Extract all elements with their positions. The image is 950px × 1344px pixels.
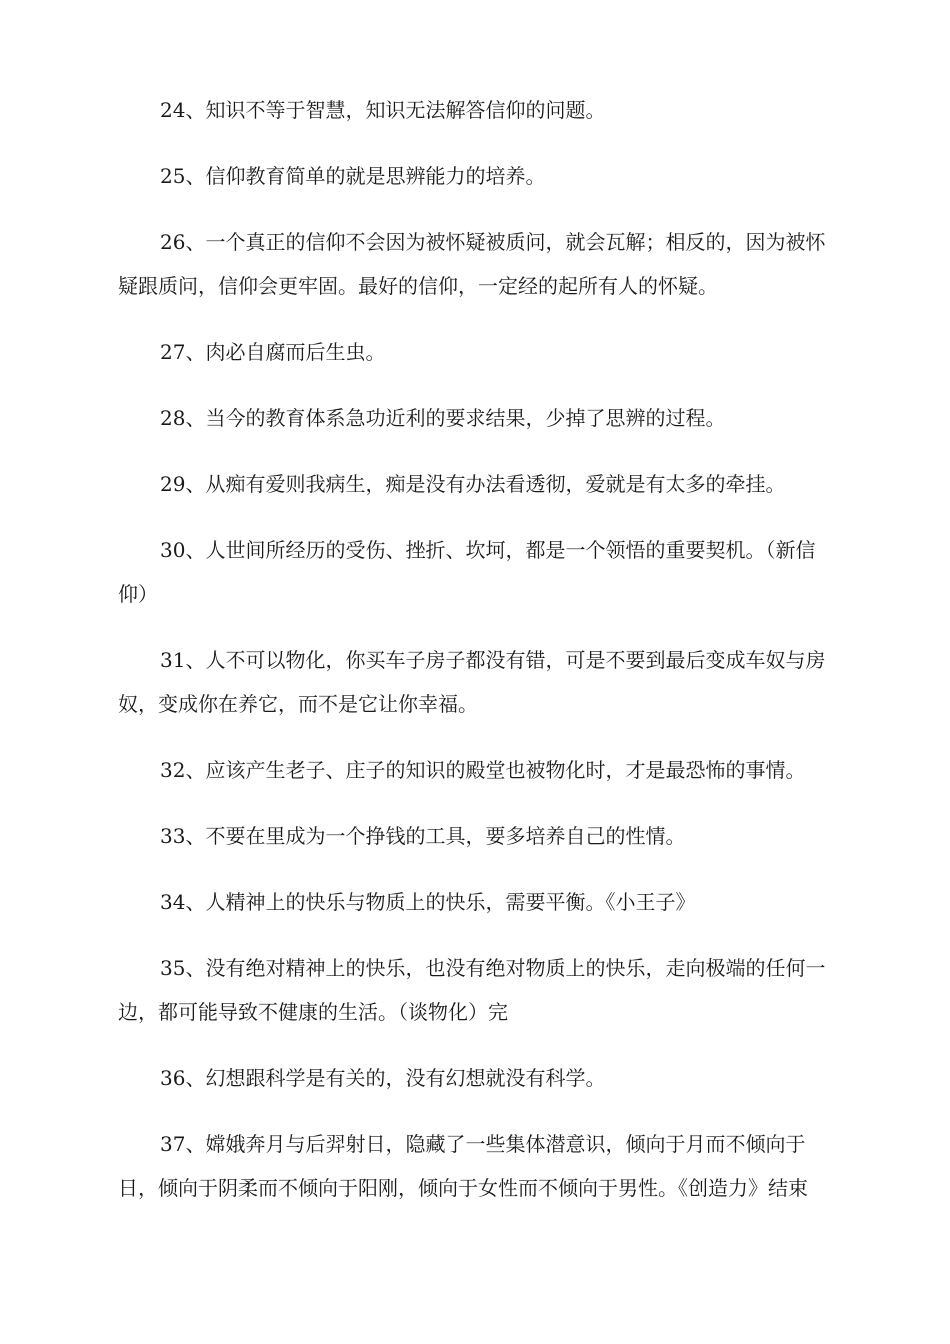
paragraph-text: 知识不等于智慧，知识无法解答信仰的问题。 bbox=[205, 98, 606, 122]
paragraph-number: 29、 bbox=[160, 472, 206, 496]
paragraph-27 bbox=[118, 330, 840, 374]
paragraph-number: 30、 bbox=[160, 538, 206, 562]
paragraph-text: 当今的教育体系急功近利的要求结果，少掉了思辨的过程。 bbox=[205, 406, 726, 430]
paragraph-text: 人世间所经历的受伤、挫折、坎坷，都是一个领悟的重要契机。（新信仰） bbox=[118, 538, 816, 606]
paragraph-text: 应该产生老子、庄子的知识的殿堂也被物化时，才是最恐怖的事情。 bbox=[205, 758, 806, 782]
paragraph-37 bbox=[118, 1122, 840, 1210]
paragraph-29 bbox=[118, 462, 840, 506]
paragraph-36 bbox=[118, 1056, 840, 1100]
paragraph-text: 嫦娥奔月与后羿射日，隐藏了一些集体潜意识，倾向于月而不倾向于日，倾向于阴柔而不倾向于阳刚，倾向于女性而不倾向于男性。《创造力》结束 bbox=[118, 1132, 808, 1200]
paragraph-number: 37、 bbox=[160, 1132, 206, 1156]
paragraph-26 bbox=[118, 220, 840, 308]
paragraph-number: 32、 bbox=[160, 758, 206, 782]
paragraph-number: 35、 bbox=[160, 956, 206, 980]
paragraph-35 bbox=[118, 946, 840, 1034]
paragraph-30 bbox=[118, 528, 840, 616]
paragraph-text: 没有绝对精神上的快乐，也没有绝对物质上的快乐，走向极端的任何一边，都可能导致不健康的生活。（谈物化）完 bbox=[118, 956, 826, 1024]
paragraph-number: 34、 bbox=[160, 890, 206, 914]
paragraph-25 bbox=[118, 154, 840, 198]
paragraph-28 bbox=[118, 396, 840, 440]
paragraph-text: 信仰教育简单的就是思辨能力的培养。 bbox=[205, 164, 546, 188]
paragraph-text: 一个真正的信仰不会因为被怀疑被质问，就会瓦解；相反的，因为被怀疑跟质问，信仰会更牢固。最好的信仰，一定经的起所有人的怀疑。 bbox=[118, 230, 826, 298]
paragraph-text: 不要在里成为一个挣钱的工具，要多培养自己的性情。 bbox=[205, 824, 686, 848]
paragraph-24 bbox=[118, 88, 840, 132]
paragraph-34 bbox=[118, 880, 840, 924]
paragraph-number: 25、 bbox=[160, 164, 206, 188]
paragraph-number: 27、 bbox=[160, 340, 206, 364]
paragraph-number: 33、 bbox=[160, 824, 206, 848]
paragraph-number: 36、 bbox=[160, 1066, 206, 1090]
document-body bbox=[118, 88, 840, 1232]
paragraph-text: 人不可以物化，你买车子房子都没有错，可是不要到最后变成车奴与房奴，变成你在养它，而不是它让你幸福。 bbox=[118, 648, 826, 716]
paragraph-number: 28、 bbox=[160, 406, 206, 430]
paragraph-text: 从痴有爱则我病生，痴是没有办法看透彻，爱就是有太多的牵挂。 bbox=[205, 472, 786, 496]
paragraph-31 bbox=[118, 638, 840, 726]
paragraph-text: 肉必自腐而后生虫。 bbox=[205, 340, 386, 364]
paragraph-number: 26、 bbox=[160, 230, 206, 254]
paragraph-33 bbox=[118, 814, 840, 858]
paragraph-32 bbox=[118, 748, 840, 792]
paragraph-text: 幻想跟科学是有关的，没有幻想就没有科学。 bbox=[205, 1066, 606, 1090]
paragraph-number: 24、 bbox=[160, 98, 206, 122]
paragraph-text: 人精神上的快乐与物质上的快乐，需要平衡。《小王子》 bbox=[205, 890, 696, 914]
paragraph-number: 31、 bbox=[160, 648, 206, 672]
